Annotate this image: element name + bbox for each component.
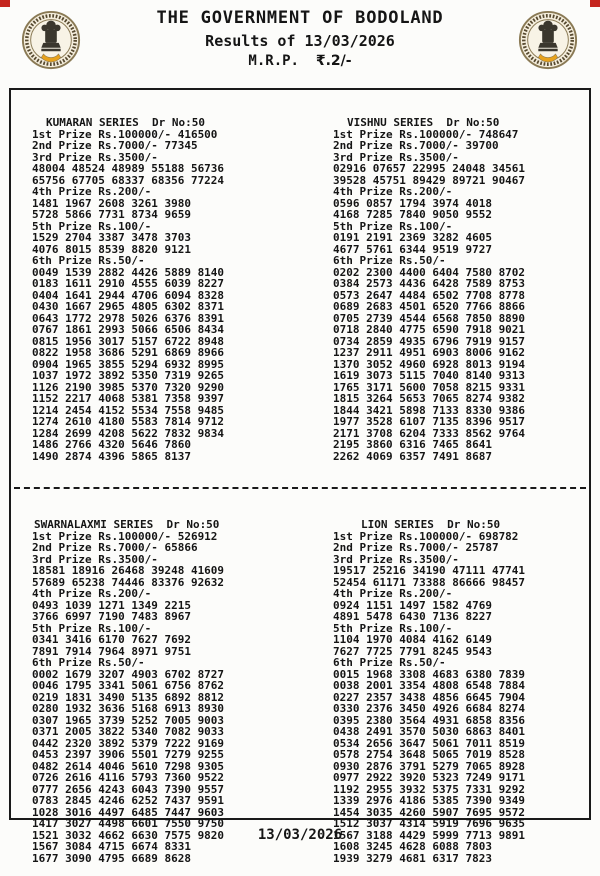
prize-numbers-row: 1237 2911 4951 6903 8006 9162 — [333, 346, 526, 359]
prize-numbers-row: 1977 3528 6107 7135 8396 9517 — [333, 415, 526, 428]
prize-label: 1st Prize Rs.100000/- 526912 — [32, 529, 218, 543]
prize-numbers-row: 0573 2647 4484 6502 7708 8778 — [333, 288, 526, 302]
prize-numbers-row: 0280 1932 3636 5168 6913 8930 — [32, 702, 225, 715]
prize-label: 6th Prize Rs.50/- — [32, 656, 145, 669]
prize-label: 2nd Prize Rs.7000/- 25787 — [333, 541, 499, 554]
prize-numbers-row: 2171 3708 6204 7333 8562 9764 — [333, 426, 526, 440]
prize-numbers-row: 0191 2191 2369 3282 4605 — [333, 231, 492, 244]
prize-numbers-row: 1104 1970 4084 4162 6149 — [333, 633, 492, 646]
prize-numbers-row: 4076 8015 8539 8820 9121 — [32, 242, 191, 256]
prize-numbers-row: 1037 1972 3892 5350 7319 9265 — [32, 369, 225, 382]
prize-numbers-row: 1567 3188 4429 5999 7713 9891 — [333, 828, 526, 842]
series-section-vishnu — [300, 117, 589, 462]
prize-numbers-row: 1214 2454 4152 5534 7558 9485 — [32, 403, 225, 417]
prize-numbers-row: 0643 1772 2978 5026 6376 8391 — [32, 311, 225, 325]
prize-numbers-row: 0395 2380 3564 4931 6858 8356 — [333, 713, 526, 727]
prize-numbers-row: 0904 1965 3855 5294 6932 8995 — [32, 357, 225, 371]
prize-label: 3rd Prize Rs.3500/- — [32, 552, 158, 566]
prize-numbers-row: 1370 3052 4960 6928 8013 9194 — [333, 357, 526, 371]
mrp-value: ₹.2/- — [315, 52, 352, 69]
document-header — [0, 9, 600, 69]
prize-numbers-row: 2262 4069 6357 7491 8687 — [333, 449, 492, 462]
prize-numbers-row: 18581 18916 26468 39248 41609 — [32, 564, 225, 577]
prize-numbers-row: 7891 7914 7964 8971 9751 — [32, 644, 191, 658]
prize-numbers-row: 1486 2766 4320 5646 7860 — [32, 438, 191, 451]
prize-numbers-row: 1126 2190 3985 5370 7320 9290 — [32, 380, 225, 394]
prize-numbers-row: 1490 2874 4396 5865 8137 — [32, 449, 191, 462]
prize-numbers-row: 0430 1667 2965 4805 6302 8371 — [32, 300, 225, 313]
prize-label: 2nd Prize Rs.7000/- 39700 — [333, 139, 499, 152]
prize-numbers-row: 4677 5761 6344 9519 9727 — [333, 242, 492, 256]
prize-numbers-row: 1284 2699 4208 5622 7832 9834 — [32, 426, 225, 440]
prize-label: 3rd Prize Rs.3500/- — [333, 552, 459, 566]
prize-numbers-row: 0734 2859 4935 6796 7919 9157 — [333, 334, 526, 348]
prize-numbers-row: 1274 2610 4180 5583 7814 9712 — [32, 415, 225, 428]
prize-numbers-row: 1567 3084 4715 6674 8331 — [32, 840, 191, 853]
prize-numbers-row: 1619 3073 5115 7040 8140 9313 — [333, 369, 526, 382]
series-title: VISHNU SERIES Dr No:50 — [347, 117, 500, 129]
prize-numbers-row: 0183 1611 2910 4555 6039 8227 — [32, 277, 225, 290]
prize-label: 1st Prize Rs.100000/- 698782 — [333, 529, 519, 543]
page-title: THE GOVERNMENT OF BODOLAND — [156, 8, 444, 28]
prize-numbers-row: 0596 0857 1794 3974 4018 — [333, 196, 492, 210]
prize-numbers-row: 0404 1641 2944 4706 6094 8328 — [32, 288, 225, 302]
prize-label: 5th Prize Rs.100/- — [333, 621, 453, 635]
prize-numbers-row: 0384 2573 4436 6428 7589 8753 — [333, 277, 526, 290]
prize-numbers-row: 1339 2976 4186 5385 7390 9349 — [333, 794, 526, 807]
series-section-lion — [300, 519, 589, 864]
prize-numbers-row: 1815 3264 5653 7065 8274 9382 — [333, 392, 526, 405]
prize-label: 4th Prize Rs.200/- — [333, 587, 453, 600]
prize-numbers-row: 0689 2683 4501 6520 7766 8866 — [333, 300, 526, 313]
prize-numbers-row: 5728 5866 7731 8734 9659 — [32, 208, 191, 221]
prize-label: 4th Prize Rs.200/- — [333, 185, 453, 198]
prize-numbers-row: 19517 25216 34190 47111 47741 — [333, 564, 526, 577]
prize-numbers-row: 0438 2491 3570 5030 6863 8401 — [333, 725, 526, 738]
prize-numbers-row: 0777 2656 4243 6043 7390 9557 — [32, 782, 225, 796]
prize-numbers-row: 57689 65238 74446 83376 92632 — [32, 575, 225, 589]
prize-numbers-row: 0038 2001 3354 4808 6548 7884 — [333, 679, 526, 692]
prize-numbers-row: 0049 1539 2882 4426 5889 8140 — [32, 265, 225, 279]
footer-date: 13/03/2026 — [257, 827, 343, 843]
results-date-line: Results of 13/03/2026 — [205, 31, 395, 50]
prize-numbers-row: 0705 2739 4544 6568 7850 8890 — [333, 311, 526, 325]
prize-numbers-row: 0578 2754 3648 5065 7019 8528 — [333, 748, 526, 761]
prize-numbers-row: 65756 67705 68337 68356 77224 — [32, 173, 225, 187]
prize-numbers-row: 1028 3016 4497 6485 7447 9603 — [32, 805, 225, 819]
series-section-swarnalaxmi — [11, 519, 300, 864]
prize-numbers-row: 0202 2300 4400 6404 7580 8702 — [333, 265, 526, 279]
prize-numbers-row: 1844 3421 5898 7133 8330 9386 — [333, 403, 526, 417]
prize-numbers-row: 4891 5478 6430 7136 8227 — [333, 610, 492, 623]
prize-label: 5th Prize Rs.100/- — [32, 621, 152, 635]
prize-numbers-row: 0227 2357 3438 4856 6645 7904 — [333, 690, 526, 704]
prize-numbers-row: 0002 1679 3207 4903 6702 8727 — [32, 667, 225, 681]
prize-numbers-row: 4168 7285 7840 9050 9552 — [333, 208, 492, 221]
prize-numbers-row: 02916 07657 22995 24048 34561 — [333, 162, 526, 175]
prize-label: 4th Prize Rs.200/- — [32, 587, 152, 600]
prize-numbers-row: 0718 2840 4775 6590 7918 9021 — [333, 323, 526, 336]
prize-numbers-row: 0330 2376 3450 4926 6684 8274 — [333, 702, 526, 715]
prize-numbers-row: 0977 2922 3920 5323 7249 9171 — [333, 771, 526, 784]
prize-label: 6th Prize Rs.50/- — [32, 254, 145, 267]
prize-numbers-row: 0493 1039 1271 1349 2215 — [32, 598, 191, 612]
mrp-line — [0, 53, 600, 69]
prize-label: 1st Prize Rs.100000/- 748647 — [333, 127, 519, 141]
prize-numbers-row: 0453 2397 3906 5501 7279 9255 — [32, 748, 225, 761]
prize-numbers-row: 0482 2614 4046 5610 7298 9305 — [32, 759, 225, 773]
prize-label: 4th Prize Rs.200/- — [32, 185, 152, 198]
prize-numbers-row: 0924 1151 1497 1582 4769 — [333, 598, 492, 612]
series-title: SWARNALAXMI SERIES Dr No:50 — [34, 519, 220, 531]
prize-label: 2nd Prize Rs.7000/- 77345 — [32, 139, 198, 152]
prize-label: 6th Prize Rs.50/- — [333, 254, 446, 267]
prize-numbers-row: 0767 1861 2993 5066 6506 8434 — [32, 323, 225, 336]
prize-label: 1st Prize Rs.100000/- 416500 — [32, 127, 218, 141]
top-half — [11, 113, 589, 462]
prize-numbers-row: 0442 2320 3892 5379 7222 9169 — [32, 736, 225, 750]
prize-numbers-row: 0046 1795 3341 5061 6756 8762 — [32, 679, 225, 692]
prize-numbers-row: 1417 3027 4498 6601 7550 9750 — [32, 817, 225, 830]
prize-numbers-row: 3766 6997 7190 7483 8967 — [32, 610, 191, 623]
prize-numbers-row: 1192 2955 3932 5375 7331 9292 — [333, 782, 526, 796]
prize-numbers-row: 1521 3032 4662 6630 7575 9820 — [32, 828, 225, 842]
prize-numbers-row: 0534 2656 3647 5061 7011 8519 — [333, 736, 526, 750]
prize-numbers-row: 0015 1968 3308 4683 6380 7839 — [333, 667, 526, 681]
bottom-half — [11, 512, 589, 864]
prize-numbers-row: 52454 61171 73388 86666 98457 — [333, 575, 526, 589]
red-corner-mark-left — [0, 0, 10, 7]
prize-numbers-row: 0307 1965 3739 5252 7005 9003 — [32, 713, 225, 727]
prize-numbers-row: 39528 45751 89429 89721 90467 — [333, 173, 526, 187]
dashed-separator — [14, 487, 586, 489]
prize-numbers-row: 0341 3416 6170 7627 7692 — [32, 633, 191, 646]
red-corner-mark-right — [590, 0, 600, 7]
prize-numbers-row: 0815 1956 3017 5157 6722 8948 — [32, 334, 225, 348]
prize-numbers-row: 1939 3279 4681 6317 7823 — [333, 851, 492, 864]
prize-numbers-row: 0822 1958 3686 5291 6869 8966 — [32, 346, 225, 359]
prize-label: 2nd Prize Rs.7000/- 65866 — [32, 541, 198, 554]
prize-numbers-row: 1677 3090 4795 6689 8628 — [32, 851, 191, 864]
prize-label: 5th Prize Rs.100/- — [32, 219, 152, 233]
prize-label: 3rd Prize Rs.3500/- — [32, 150, 158, 164]
prize-numbers-row: 0219 1831 3490 5135 6892 8812 — [32, 690, 225, 704]
prize-label: 5th Prize Rs.100/- — [333, 219, 453, 233]
prize-numbers-row: 1152 2217 4068 5381 7358 9397 — [32, 392, 225, 405]
prize-numbers-row: 1529 2704 3387 3478 3703 — [32, 231, 191, 244]
prize-numbers-row: 1765 3171 5600 7058 8215 9331 — [333, 380, 526, 394]
prize-label: 3rd Prize Rs.3500/- — [333, 150, 459, 164]
prize-numbers-row: 0726 2616 4116 5793 7360 9522 — [32, 771, 225, 784]
prize-numbers-row: 0783 2845 4246 6252 7437 9591 — [32, 794, 225, 807]
prize-numbers-row: 1608 3245 4628 6088 7803 — [333, 840, 492, 853]
prize-numbers-row: 1512 3037 4314 5919 7696 9635 — [333, 817, 526, 830]
series-title: LION SERIES Dr No:50 — [361, 519, 501, 531]
mrp-label: M.R.P. — [248, 52, 299, 69]
series-title: KUMARAN SERIES Dr No:50 — [46, 117, 205, 129]
prize-numbers-row: 48004 48524 48989 55188 56736 — [32, 162, 225, 175]
series-section-kumaran — [11, 117, 300, 462]
prize-numbers-row: 7627 7725 7791 8245 9543 — [333, 644, 492, 658]
prize-numbers-row: 1454 3035 4260 5907 7695 9572 — [333, 805, 526, 819]
prize-numbers-row: 1481 1967 2608 3261 3980 — [32, 196, 191, 210]
prize-numbers-row: 0371 2005 3822 5340 7082 9033 — [32, 725, 225, 738]
prize-numbers-row: 2195 3860 6316 7465 8641 — [333, 438, 492, 451]
prize-label: 6th Prize Rs.50/- — [333, 656, 446, 669]
prize-numbers-row: 0930 2876 3791 5279 7065 8928 — [333, 759, 526, 773]
